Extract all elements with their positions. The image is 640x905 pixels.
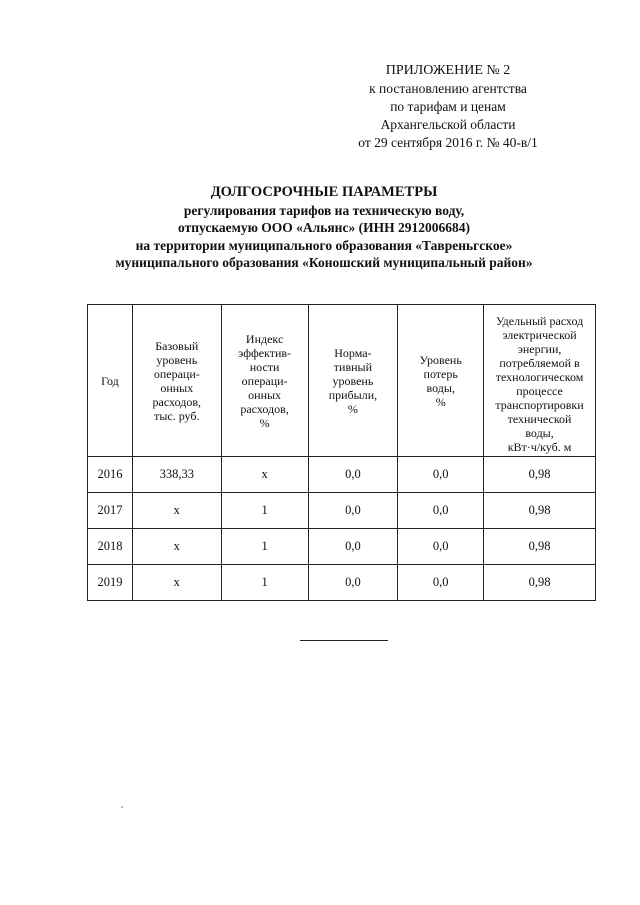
parameters-table bbox=[87, 304, 596, 601]
cell-efficiency-index: х bbox=[221, 457, 308, 493]
cell-energy-consumption: 0,98 bbox=[484, 565, 596, 601]
title-line: регулирования тарифов на техническую воду, bbox=[183, 202, 465, 218]
cell-year: 2016 bbox=[88, 457, 133, 493]
cell-energy-consumption: 0,98 bbox=[484, 529, 596, 565]
cell-water-loss: 0,0 bbox=[398, 457, 484, 493]
document-title bbox=[40, 184, 608, 272]
title-line: на территории муниципального образования «Тавреньгское» bbox=[135, 237, 513, 253]
appendix-line: от 29 сентября 2016 г. № 40-в/1 bbox=[358, 135, 538, 150]
table-header-row bbox=[88, 305, 596, 457]
cell-year: 2017 bbox=[88, 493, 133, 529]
cell-base-opex: х bbox=[132, 529, 221, 565]
cell-energy-consumption: 0,98 bbox=[484, 493, 596, 529]
cell-efficiency-index: 1 bbox=[221, 565, 308, 601]
header-year: Год bbox=[88, 305, 133, 457]
cell-base-opex: 338,33 bbox=[132, 457, 221, 493]
cell-water-loss: 0,0 bbox=[398, 529, 484, 565]
header-profit-level: Норма- тивный уровень прибыли, % bbox=[308, 305, 398, 457]
title-heading: ДОЛГОСРОЧНЫЕ ПАРАМЕТРЫ bbox=[210, 184, 438, 200]
header-base-opex: Базовый уровень операци- онных расходов, тыс. руб. bbox=[132, 305, 221, 457]
cell-year: 2018 bbox=[88, 529, 133, 565]
appendix-line: Архангельской области bbox=[380, 117, 516, 132]
cell-efficiency-index: 1 bbox=[221, 529, 308, 565]
title-line: муниципального образования «Коношский муниципальный район» bbox=[115, 255, 533, 270]
cell-year: 2019 bbox=[88, 565, 133, 601]
cell-energy-consumption: 0,98 bbox=[484, 457, 596, 493]
table-row bbox=[88, 565, 596, 601]
cell-base-opex: х bbox=[132, 493, 221, 529]
cell-water-loss: 0,0 bbox=[398, 565, 484, 601]
appendix-line: по тарифам и ценам bbox=[390, 99, 506, 114]
table-row bbox=[88, 529, 596, 565]
scan-speck bbox=[121, 806, 123, 808]
closing-rule bbox=[300, 640, 388, 641]
table-row bbox=[88, 493, 596, 529]
cell-profit-level: 0,0 bbox=[308, 565, 398, 601]
header-efficiency-index: Индекс эффектив- ности операци- онных расходов, % bbox=[221, 305, 308, 457]
cell-profit-level: 0,0 bbox=[308, 529, 398, 565]
cell-efficiency-index: 1 bbox=[221, 493, 308, 529]
cell-profit-level: 0,0 bbox=[308, 493, 398, 529]
appendix-block bbox=[330, 62, 566, 152]
table-row bbox=[88, 457, 596, 493]
cell-profit-level: 0,0 bbox=[308, 457, 398, 493]
appendix-heading: ПРИЛОЖЕНИЕ № 2 bbox=[385, 63, 511, 78]
cell-water-loss: 0,0 bbox=[398, 493, 484, 529]
title-line: отпускаемую ООО «Альянс» (ИНН 2912006684) bbox=[178, 220, 470, 235]
header-energy-consumption: Удельный расход электрической энергии, потребляемой в технологическом процессе транспортировки технической воды, кВт·ч/куб. м bbox=[484, 305, 596, 457]
header-water-loss: Уровень потерь воды, % bbox=[398, 305, 484, 457]
appendix-line: к постановлению агентства bbox=[369, 81, 527, 96]
cell-base-opex: х bbox=[132, 565, 221, 601]
